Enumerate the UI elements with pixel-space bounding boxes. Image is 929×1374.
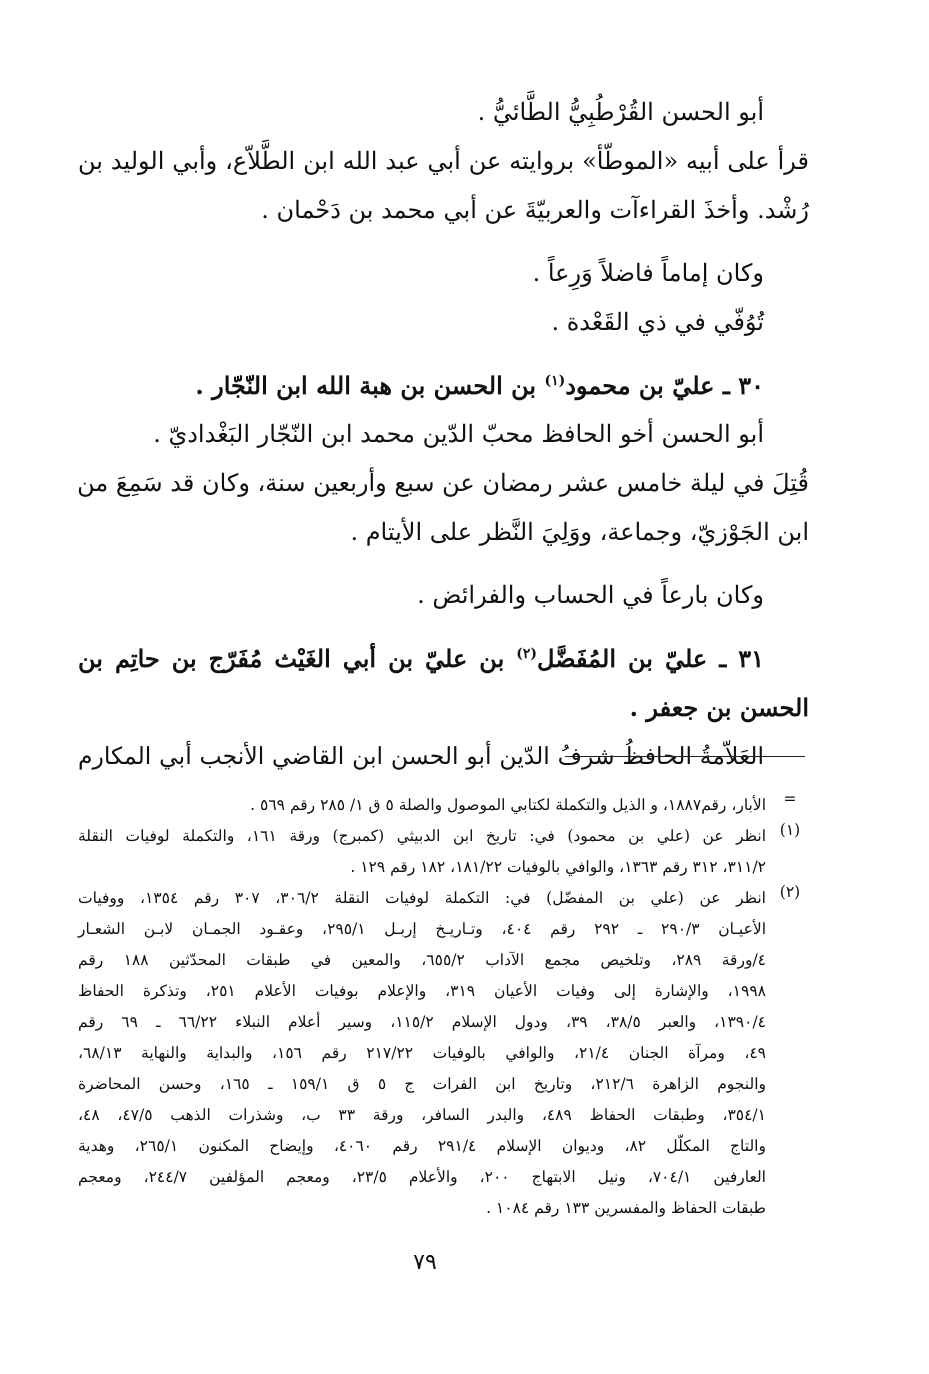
entry-heading-31	[78, 634, 764, 683]
footnote-line: الأعيـان ٢٩٠/٣ ـ ٢٩٢ رقم ٤٠٤، وتـاريـخ إربـل ٢٩٥/١، وعقـود الجمـان لابـن الشعـار	[78, 920, 766, 938]
footnote-1	[78, 821, 810, 883]
text-line: العَلاّمةُ الحافظُ شرفُ الدّين أبو الحسن ابن القاضي الأنجب أبي المكارم	[78, 742, 764, 770]
footnote-2	[78, 883, 810, 1224]
footnote-separator	[565, 756, 805, 757]
main-text	[77, 88, 809, 781]
footnote-line: ٣١١/٢، ٣١٢ رقم ١٣٦٣، والوافي بالوفيات ١٨١/٢٢، ١٨٢ رقم ١٢٩ .	[350, 858, 766, 876]
text-line: أبو الحسن القُرْطُبِيُّ الطَّائيُّ .	[477, 98, 764, 126]
text-line: رُشْد. وأخذَ القراءآت والعربيّةَ عن أبي محمد بن دَحْمان .	[261, 196, 809, 224]
footnote-ref-2: (٢)	[516, 646, 538, 662]
footnote-continuation	[78, 790, 810, 821]
text-line: أبو الحسن أخو الحافظ محبّ الدّين محمد ابن النّجّار البَغْداديّ .	[153, 420, 764, 448]
entry-heading-text: بن عليّ بن أبي الغَيْث مُفَرّج بن حاتِم بن	[78, 644, 517, 673]
entry-heading-31-line2: الحسن بن جعفر .	[629, 693, 809, 722]
entry-heading-30	[78, 361, 764, 410]
footnote-line: والنجوم الزاهرة ٢١٢/٦، وتاريخ ابن الفرات ج ٥ ق ١٥٩/١ ـ ١٦٥، وحسن المحاضرة	[78, 1075, 766, 1093]
entry-heading-text: ٣٠ ـ عليّ بن محمود	[565, 371, 764, 400]
text-line: تُوُفّي في ذي القَعْدة .	[551, 308, 764, 336]
footnote-line: والتاج المكلّل ٨٢، وديوان الإسلام ٢٩١/٤ رقم ٤٠٦٠، وإيضاح المكنون ٢٦٥/١، وهدية	[78, 1137, 766, 1155]
text-line: وكان إماماً فاضلاً وَرِعاً .	[532, 259, 764, 287]
footnote-mark: (١)	[779, 821, 801, 839]
entry-heading-text: ٣١ ـ عليّ بن المُفَضَّل	[537, 644, 765, 673]
footnote-line: انظر عن (علي بن المفضّل) في: التكملة لوفيات النقلة ٣٠٦/٢، ٣٠٧ رقم ١٣٥٤، ووفيات	[78, 889, 766, 907]
footnote-line: طبقات الحفاظ والمفسرين ١٣٣ رقم ١٠٨٤ .	[486, 1199, 766, 1217]
page-number: ٧٩	[413, 1250, 437, 1275]
entry-heading-text: بن الحسن بن هبة الله ابن النّجّار .	[195, 371, 545, 400]
footnote-line: ١٩٩٨، والإشارة إلى وفيات الأعيان ٣١٩، والإعلام بوفيات الأعلام ٢٥١، وتذكرة الحفاظ	[78, 982, 766, 1000]
text-line: قرأ على أبيه «الموطّأ» بروايته عن أبي عبد الله ابن الطَّلاّع، وأبي الوليد بن	[78, 147, 809, 175]
footnote-mark: (٢)	[779, 883, 801, 901]
footnote-mark: =	[783, 790, 797, 808]
footnote-ref-1: (١)	[544, 373, 566, 389]
footnote-line: الأبار، رقم١٨٨٧، و الذيل والتكملة لكتابي الموصول والصلة ٥ ق ١/ ٢٨٥ رقم ٥٦٩ .	[250, 796, 766, 814]
footnote-line: ١٣٩٠/٤، والعبر ٣٨/٥، ٣٩، ودول الإسلام ١١٥/٢، وسير أعلام النبلاء ٦٦/٢٢ ـ ٦٩ رقم	[78, 1013, 767, 1031]
footnotes	[78, 790, 810, 1224]
footnote-line: ٣٥٤/١، وطبقات الحفاظ ٤٨٩، والبدر السافر، ورقة ٣٣ ب، وشذرات الذهب ٤٧/٥، ٤٨،	[78, 1106, 766, 1124]
footnote-line: انظر عن (علي بن محمود) في: تاريخ ابن الدبيثي (كمبرج) ورقة ١٦١، والتكملة لوفيات النقلة	[78, 827, 766, 845]
text-line: وكان بارعاً في الحساب والفرائض .	[417, 581, 764, 609]
footnote-line: ٤٩، ومرآة الجنان ٢١/٤، والوافي بالوفيات ٢١٧/٢٢ رقم ١٥٦، والبداية والنهاية ٦٨/١٣،	[78, 1044, 766, 1062]
footnote-line: ٤/ورقة ٢٨٩، وتلخيص مجمع الآداب ٦٥٥/٢، والمعين في طبقات المحدّثين ١٨٨ رقم	[78, 951, 766, 969]
text-line: قُتِلَ في ليلة خامس عشر رمضان عن سبع وأربعين سنة، وكان قد سَمِعَ من	[77, 469, 809, 497]
text-line: ابن الجَوْزيّ، وجماعة، ووَلِيَ النَّظر على الأيتام .	[350, 518, 809, 546]
footnote-line: العارفين ٧٠٤/١، ونيل الابتهاج ٢٠٠، والأعلام ٢٣/٥، ومعجم المؤلفين ٢٤٤/٧، ومعجم	[78, 1168, 766, 1186]
